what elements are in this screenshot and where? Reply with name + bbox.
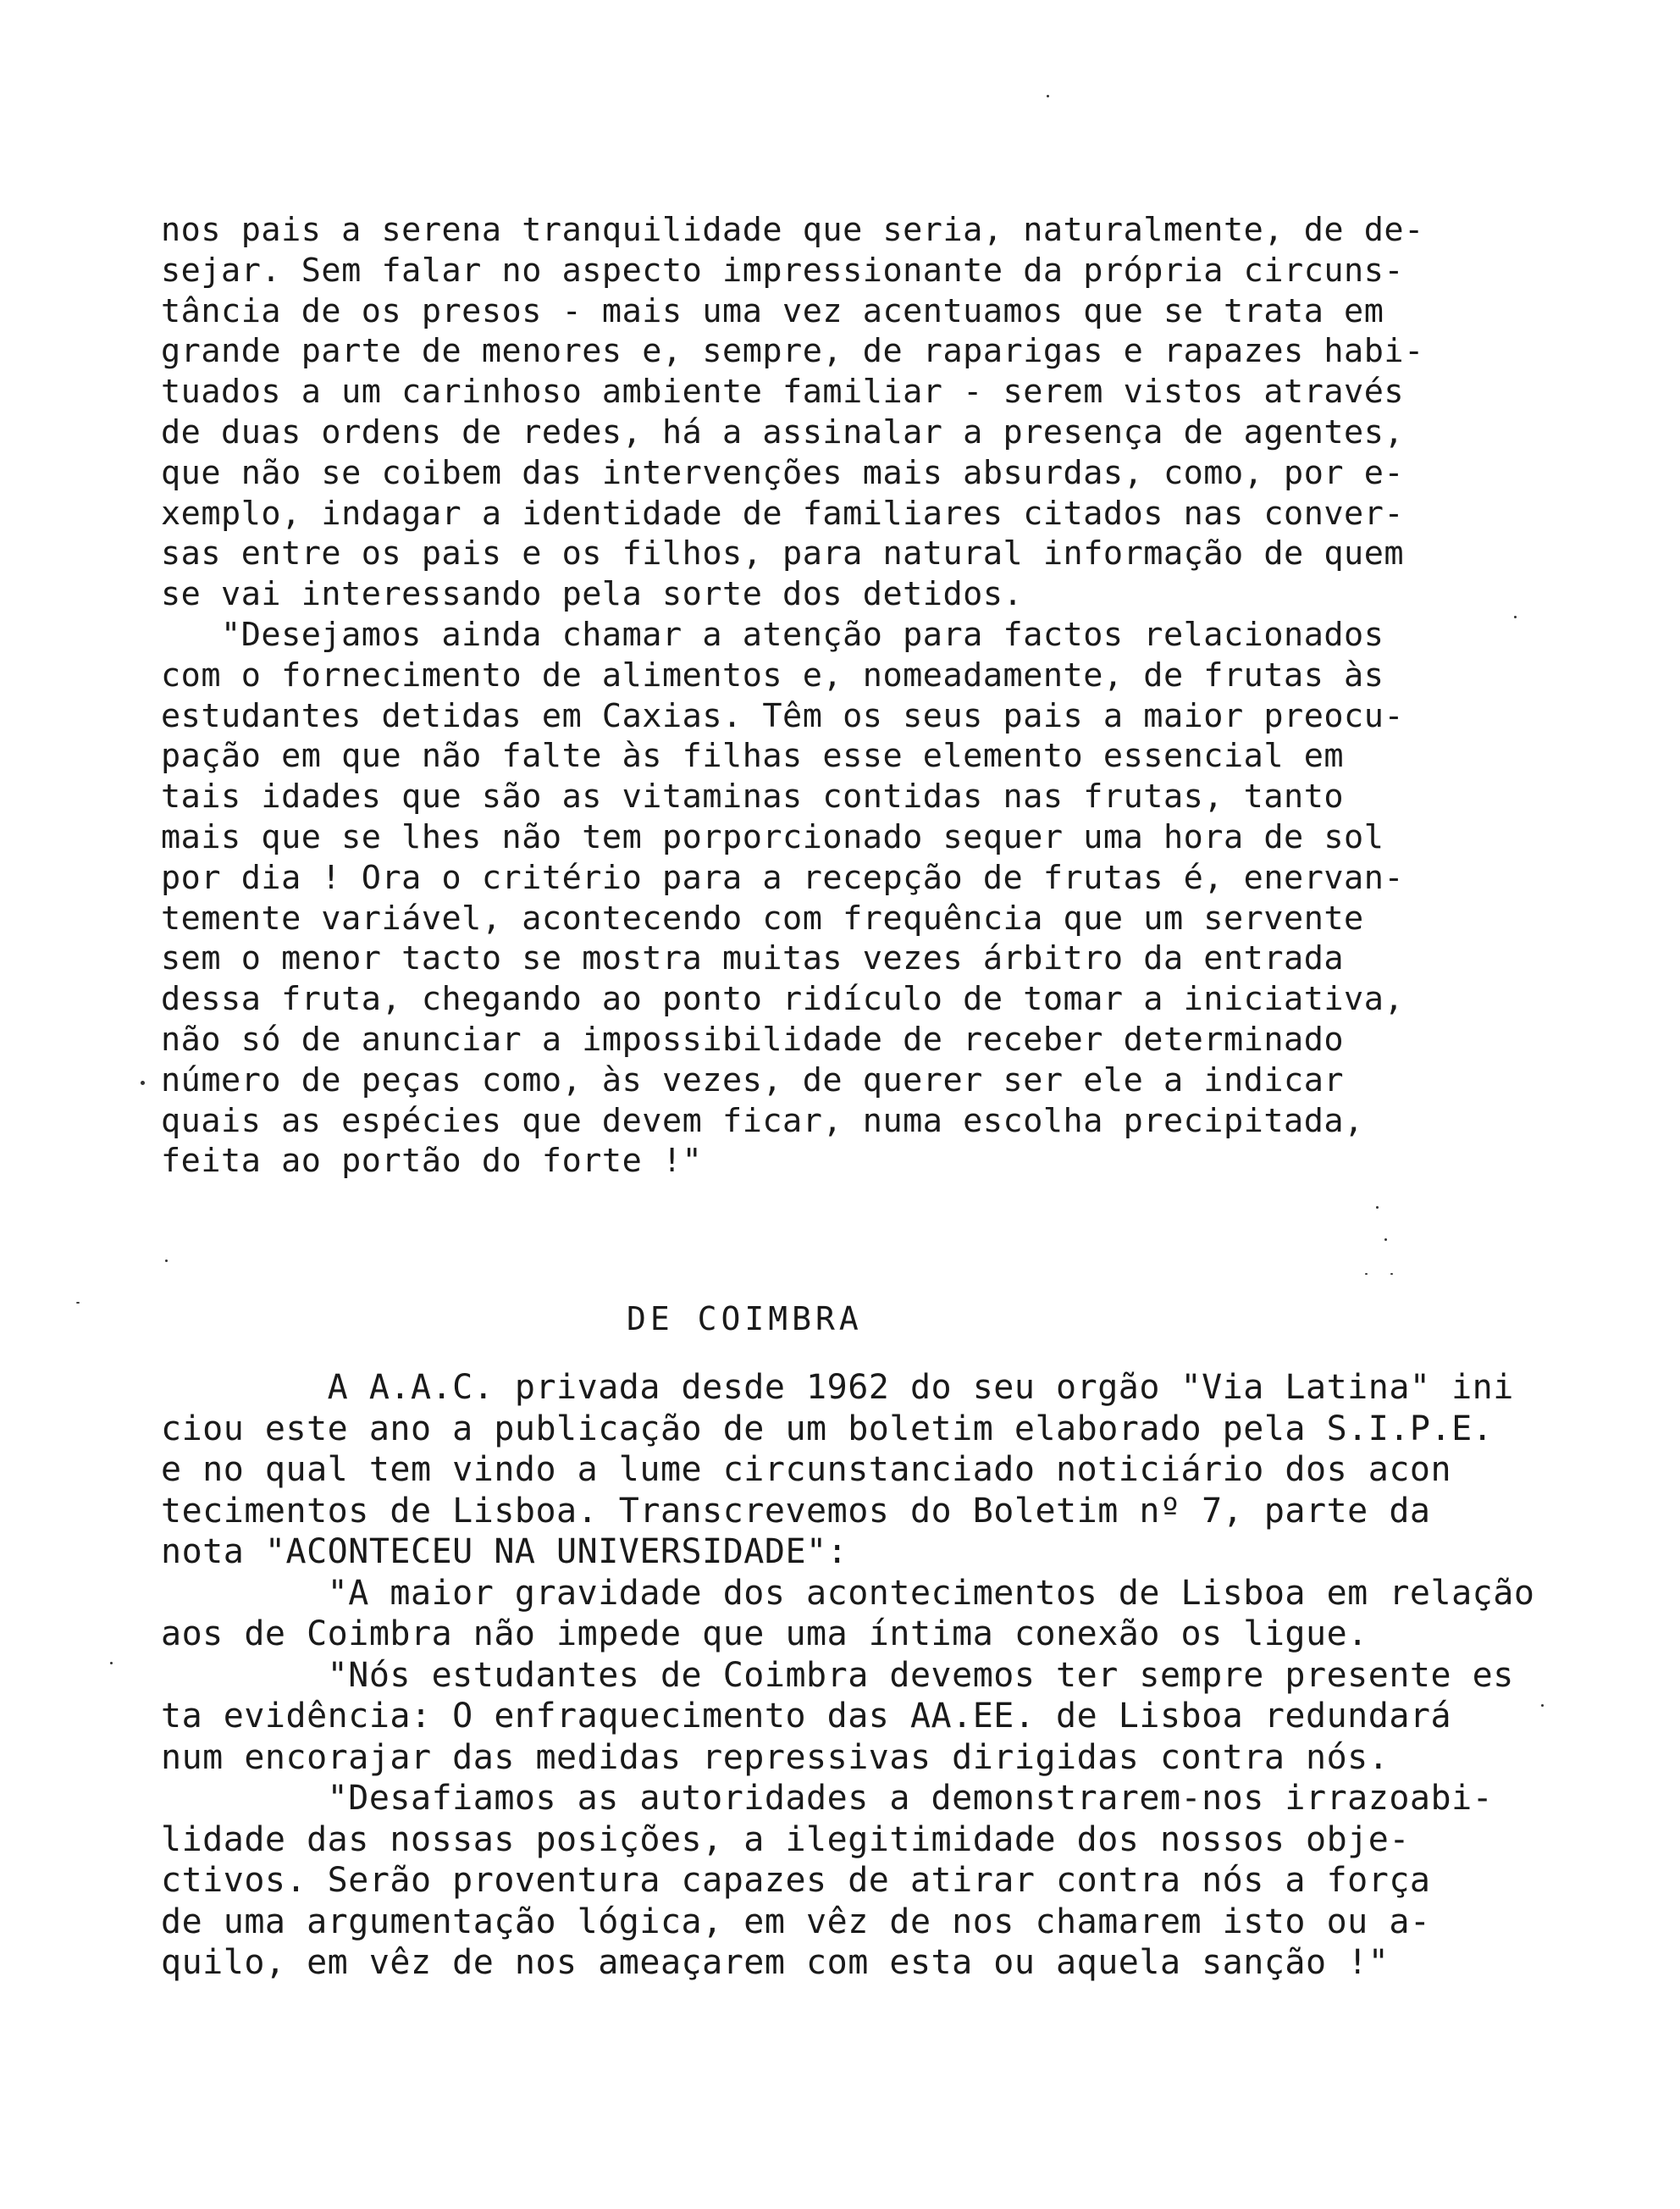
text-line: pação em que não falte às filhas esse elemento essencial em xyxy=(161,737,1345,776)
section-heading: DE COIMBRA xyxy=(627,1300,863,1337)
scan-speck xyxy=(1376,1206,1379,1209)
section-caxias-text xyxy=(161,210,1600,1182)
text-line: estudantes detidas em Caxias. Têm os seus pais a maior preocu- xyxy=(161,696,1405,735)
text-line: não só de anunciar a impossibilidade de receber determinado xyxy=(161,1020,1345,1059)
text-line: ctivos. Serão proventura capazes de atirar contra nós a força xyxy=(161,1861,1431,1900)
text-line: temente variável, acontecendo com frequência que um servente xyxy=(161,899,1364,938)
text-line: se vai interessando pela sorte dos detidos. xyxy=(161,575,1024,614)
text-line: tais idades que são as vitaminas contidas nas frutas, tanto xyxy=(161,778,1345,817)
scan-speck xyxy=(110,1662,113,1664)
scan-speck xyxy=(1390,1273,1393,1275)
text-line: grande parte de menores e, sempre, de raparigas e rapazes habi- xyxy=(161,332,1424,371)
text-line: A A.A.C. privada desde 1962 do seu orgão "Via Latina" ini xyxy=(161,1368,1514,1407)
text-line: e no qual tem vindo a lume circunstanciado noticiário dos acon xyxy=(161,1450,1452,1489)
text-line: "Nós estudantes de Coimbra devemos ter sempre presente es xyxy=(161,1655,1514,1695)
text-line: ta evidência: O enfraquecimento das AA.EE. de Lisboa redundará xyxy=(161,1697,1452,1736)
text-line: de duas ordens de redes, há a assinalar a presença de agentes, xyxy=(161,412,1405,451)
text-line: lidade das nossas posições, a ilegitimidade dos nossos obje- xyxy=(161,1819,1410,1859)
text-line: por dia ! Ora o critério para a recepção de frutas é, enervan- xyxy=(161,858,1405,897)
text-line: num encorajar das medidas repressivas dirigidas contra nós. xyxy=(161,1737,1390,1777)
scan-speck xyxy=(1384,1238,1387,1241)
scan-speck xyxy=(141,1081,145,1085)
scan-speck xyxy=(165,1260,168,1262)
scan-speck xyxy=(1047,95,1049,97)
text-line: aos de Coimbra não impede que uma íntima conexão os ligue. xyxy=(161,1614,1368,1653)
text-line: ciou este ano a publicação de um boletim elaborado pela S.I.P.E. xyxy=(161,1409,1494,1448)
text-line: sejar. Sem falar no aspecto impressionante da própria circuns- xyxy=(161,251,1405,290)
text-line: "A maior gravidade dos acontecimentos de Lisboa em relação xyxy=(161,1573,1535,1613)
text-line: sas entre os pais e os filhos, para natural informação de quem xyxy=(161,534,1405,573)
text-line: xemplo, indagar a identidade de familiares citados nas conver- xyxy=(161,494,1405,533)
text-line: quais as espécies que devem ficar, numa escolha precipitada, xyxy=(161,1101,1364,1140)
scan-speck xyxy=(1365,1273,1368,1275)
text-line: dessa fruta, chegando ao ponto ridículo de tomar a iniciativa, xyxy=(161,980,1405,1019)
text-line: sem o menor tacto se mostra muitas vezes árbitro da entrada xyxy=(161,939,1345,978)
text-line: "Desafiamos as autoridades a demonstrarem-nos irrazoabi- xyxy=(161,1779,1494,1818)
text-line: "Desejamos ainda chamar a atenção para factos relacionados xyxy=(161,615,1384,654)
text-line: quilo, em vêz de nos ameaçarem com esta ou aquela sanção !" xyxy=(161,1943,1390,1982)
text-line: número de peças como, às vezes, de querer ser ele a indicar xyxy=(161,1060,1345,1099)
text-line: tuados a um carinhoso ambiente familiar - serem vistos através xyxy=(161,373,1405,412)
scan-speck xyxy=(76,1302,80,1304)
text-line: que não se coibem das intervenções mais absurdas, como, por e- xyxy=(161,453,1405,492)
scan-speck xyxy=(1541,1704,1544,1707)
text-line: mais que se lhes não tem porporcionado sequer uma hora de sol xyxy=(161,817,1384,856)
text-line: com o fornecimento de alimentos e, nomeadamente, de frutas às xyxy=(161,656,1384,695)
section-coimbra-text xyxy=(161,1367,1600,1984)
text-line: nos pais a serena tranquilidade que seria, naturalmente, de de- xyxy=(161,211,1424,249)
text-line: de uma argumentação lógica, em vêz de nos chamarem isto ou a- xyxy=(161,1902,1431,1941)
scan-speck xyxy=(1514,616,1517,618)
text-line: nota "ACONTECEU NA UNIVERSIDADE": xyxy=(161,1532,848,1571)
text-line: tecimentos de Lisboa. Transcrevemos do Boletim nº 7, parte da xyxy=(161,1491,1431,1531)
text-line: tância de os presos - mais uma vez acentuamos que se trata em xyxy=(161,291,1384,330)
text-line: feita ao portão do forte !" xyxy=(161,1142,703,1181)
